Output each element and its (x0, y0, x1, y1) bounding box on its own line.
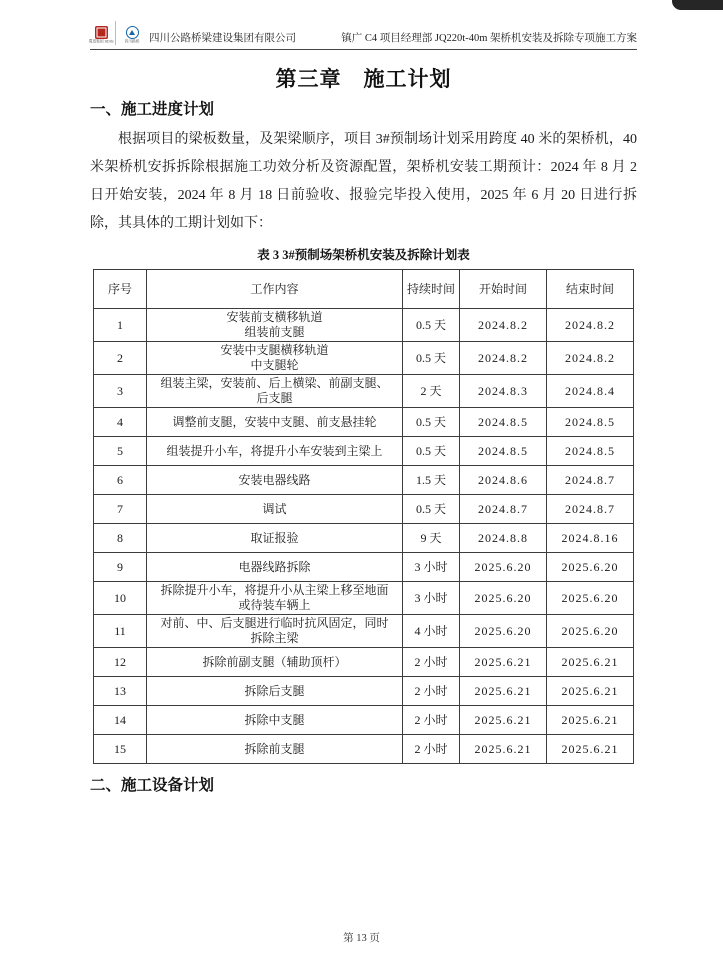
work-content-cell: 取证报验 (147, 524, 403, 553)
logo-divider (115, 21, 116, 45)
end-date-cell: 2025.6.21 (547, 648, 634, 677)
start-date-cell: 2025.6.21 (460, 706, 547, 735)
schedule-table (93, 269, 634, 764)
work-content-cell: 安装中支腿横移轨道 中支腿轮 (147, 342, 403, 375)
table-row (94, 466, 634, 495)
start-date-cell: 2024.8.5 (460, 437, 547, 466)
row-number-cell: 3 (94, 375, 147, 408)
end-date-cell: 2024.8.4 (547, 375, 634, 408)
work-content-cell: 安装电器线路 (147, 466, 403, 495)
start-date-cell: 2024.8.2 (460, 309, 547, 342)
row-number-cell: 5 (94, 437, 147, 466)
table-row (94, 524, 634, 553)
row-number-cell: 15 (94, 735, 147, 764)
work-content-cell: 拆除中支腿 (147, 706, 403, 735)
duration-cell: 2 小时 (403, 677, 460, 706)
end-date-cell: 2024.8.7 (547, 495, 634, 524)
start-date-cell: 2024.8.5 (460, 408, 547, 437)
header-doc-title: 镇广 C4 项目经理部 JQ220t-40m 架桥机安装及拆除专项施工方案 (341, 33, 637, 44)
col-header-start: 开始时间 (460, 270, 547, 309)
duration-cell: 0.5 天 (403, 408, 460, 437)
table-row (94, 677, 634, 706)
table-row (94, 408, 634, 437)
table-row (94, 375, 634, 408)
table-row (94, 582, 634, 615)
header-company-name: 四川公路桥梁建设集团有限公司 (149, 33, 296, 44)
duration-cell: 0.5 天 (403, 342, 460, 375)
col-header-content: 工作内容 (147, 270, 403, 309)
work-content-cell: 拆除后支腿 (147, 677, 403, 706)
work-content-cell: 对前、中、后支腿进行临时抗风固定，同时 拆除主梁 (147, 615, 403, 648)
work-content-cell: 组装提升小车，将提升小车安装到主梁上 (147, 437, 403, 466)
duration-cell: 2 小时 (403, 735, 460, 764)
table-caption: 表 3 3#预制场架桥机安装及拆除计划表 (257, 248, 470, 262)
sdig-logo-icon (95, 26, 108, 39)
row-number-cell: 4 (94, 408, 147, 437)
duration-cell: 2 小时 (403, 706, 460, 735)
end-date-cell: 2025.6.21 (547, 735, 634, 764)
start-date-cell: 2024.8.7 (460, 495, 547, 524)
page-number: 第 13 页 (343, 933, 380, 944)
end-date-cell: 2025.6.20 (547, 615, 634, 648)
row-number-cell: 11 (94, 615, 147, 648)
end-date-cell: 2024.8.2 (547, 309, 634, 342)
srbg-logo-icon (126, 26, 139, 39)
duration-cell: 1.5 天 (403, 466, 460, 495)
table-row (94, 309, 634, 342)
end-date-cell: 2025.6.20 (547, 553, 634, 582)
page-header (90, 0, 637, 50)
table-row (94, 615, 634, 648)
sdig-logo (90, 26, 112, 46)
work-content-cell: 拆除提升小车，将提升小从主梁上移至地面 或待装车辆上 (147, 582, 403, 615)
row-number-cell: 13 (94, 677, 147, 706)
col-header-duration: 持续时间 (403, 270, 460, 309)
duration-cell: 2 天 (403, 375, 460, 408)
col-header-end: 结束时间 (547, 270, 634, 309)
row-number-cell: 12 (94, 648, 147, 677)
end-date-cell: 2024.8.16 (547, 524, 634, 553)
duration-cell: 0.5 天 (403, 309, 460, 342)
section-heading-progress: 一、施工进度计划 (90, 101, 215, 118)
work-content-cell: 调整前支腿，安装中支腿、前支悬挂轮 (147, 408, 403, 437)
duration-cell: 0.5 天 (403, 495, 460, 524)
chapter-title: 第三章 施工计划 (275, 68, 452, 91)
table-row (94, 553, 634, 582)
row-number-cell: 6 (94, 466, 147, 495)
row-number-cell: 8 (94, 524, 147, 553)
work-content-cell: 调试 (147, 495, 403, 524)
row-number-cell: 9 (94, 553, 147, 582)
table-header-row (94, 270, 634, 309)
duration-cell: 0.5 天 (403, 437, 460, 466)
start-date-cell: 2025.6.20 (460, 582, 547, 615)
duration-cell: 3 小时 (403, 582, 460, 615)
sdig-logo-caption: 蜀道集团 SDIG (88, 40, 114, 44)
srbg-logo-caption: 四川路桥 (124, 40, 140, 44)
table-row (94, 437, 634, 466)
header-logos (90, 21, 143, 46)
work-content-cell: 安装前支横移轨道 组装前支腿 (147, 309, 403, 342)
end-date-cell: 2025.6.21 (547, 706, 634, 735)
end-date-cell: 2024.8.5 (547, 437, 634, 466)
row-number-cell: 2 (94, 342, 147, 375)
table-row (94, 706, 634, 735)
table-row (94, 342, 634, 375)
row-number-cell: 1 (94, 309, 147, 342)
end-date-cell: 2025.6.21 (547, 677, 634, 706)
start-date-cell: 2025.6.21 (460, 648, 547, 677)
start-date-cell: 2025.6.20 (460, 615, 547, 648)
start-date-cell: 2024.8.2 (460, 342, 547, 375)
start-date-cell: 2025.6.20 (460, 553, 547, 582)
duration-cell: 4 小时 (403, 615, 460, 648)
work-content-cell: 电器线路拆除 (147, 553, 403, 582)
start-date-cell: 2025.6.21 (460, 735, 547, 764)
start-date-cell: 2024.8.3 (460, 375, 547, 408)
srbg-logo (121, 26, 143, 46)
start-date-cell: 2024.8.6 (460, 466, 547, 495)
table-row (94, 495, 634, 524)
end-date-cell: 2024.8.7 (547, 466, 634, 495)
intro-paragraph: 根据项目的梁板数量，及架梁顺序，项目 3#预制场计划采用跨度 40 米的架桥机，40 米架桥机安拆拆除根据施工功效分析及资源配置，架桥机安装工期预计：2024 年 8 月 2 日开始安装，2024 年 8 月 18 日前验收、报验完毕投入使用，2025 年 6 月 20 日进行拆除，其具体的工期计划如下： (90, 132, 637, 231)
duration-cell: 3 小时 (403, 553, 460, 582)
start-date-cell: 2025.6.21 (460, 677, 547, 706)
row-number-cell: 10 (94, 582, 147, 615)
row-number-cell: 14 (94, 706, 147, 735)
row-number-cell: 7 (94, 495, 147, 524)
start-date-cell: 2024.8.8 (460, 524, 547, 553)
work-content-cell: 拆除前副支腿（辅助顶杆） (147, 648, 403, 677)
end-date-cell: 2024.8.5 (547, 408, 634, 437)
duration-cell: 9 天 (403, 524, 460, 553)
col-header-index: 序号 (94, 270, 147, 309)
table-row (94, 648, 634, 677)
end-date-cell: 2024.8.2 (547, 342, 634, 375)
end-date-cell: 2025.6.20 (547, 582, 634, 615)
work-content-cell: 拆除前支腿 (147, 735, 403, 764)
section-heading-equipment: 二、施工设备计划 (90, 777, 215, 794)
duration-cell: 2 小时 (403, 648, 460, 677)
table-row (94, 735, 634, 764)
floating-toolbar-fragment[interactable] (672, 0, 723, 10)
work-content-cell: 组装主梁，安装前、后上横梁、前副支腿、 后支腿 (147, 375, 403, 408)
